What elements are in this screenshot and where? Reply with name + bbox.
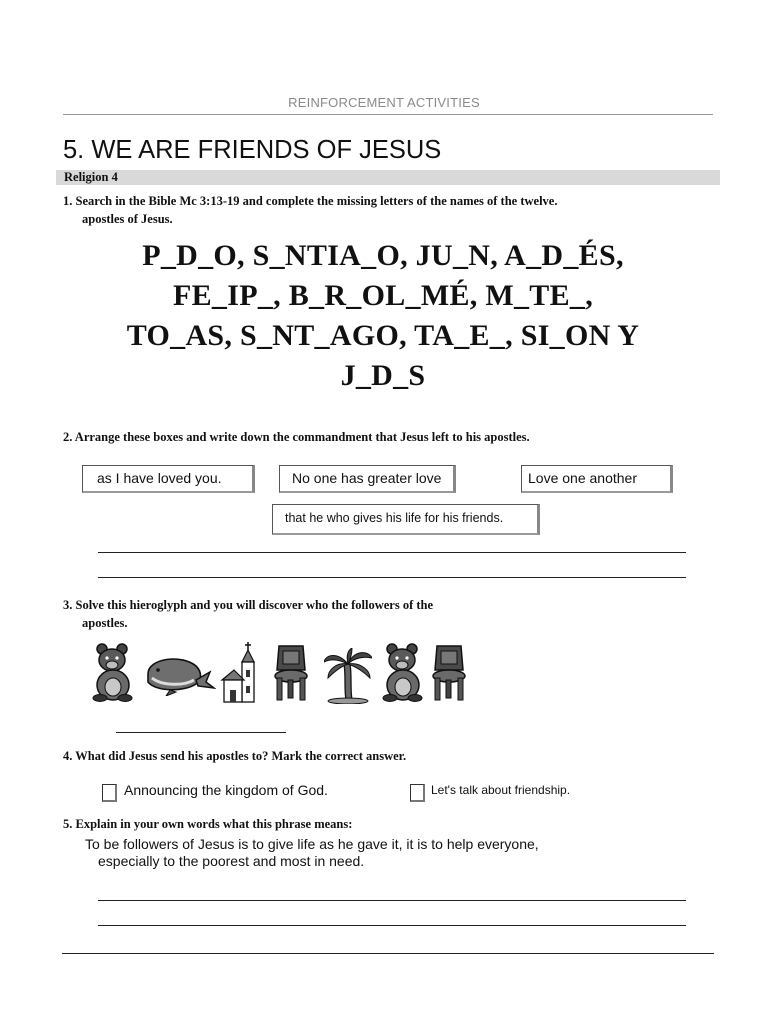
puzzle-line: TO_AS, S_NT_AGO, TA_E_, SI_ON Y bbox=[126, 319, 640, 352]
word-box: as I have loved you. bbox=[82, 465, 255, 493]
question-1 bbox=[63, 192, 703, 228]
answer-line[interactable] bbox=[98, 552, 686, 553]
subject-label: Religion 4 bbox=[64, 170, 118, 184]
puzzle-line: J_D_S bbox=[340, 359, 426, 392]
bear-icon bbox=[92, 640, 134, 702]
puzzle-line: FE_IP_, B_R_OL_MÉ, M_TE_, bbox=[172, 279, 593, 312]
answer-option-label: Let's talk about friendship. bbox=[431, 783, 571, 797]
church-icon bbox=[220, 642, 262, 704]
phrase-line: especially to the poorest and most in need. bbox=[98, 852, 365, 869]
answer-option-label: Announcing the kingdom of God. bbox=[124, 782, 328, 798]
whale-icon bbox=[144, 650, 216, 696]
hieroglyph-answer-line[interactable] bbox=[116, 732, 286, 733]
question-1-text-cont: apostles of Jesus. bbox=[82, 212, 173, 226]
answer-checkbox[interactable] bbox=[102, 784, 117, 802]
chair-icon bbox=[274, 644, 308, 702]
question-4-text: 4. What did Jesus send his apostles to? Mark the correct answer. bbox=[63, 749, 407, 763]
answer-checkbox[interactable] bbox=[410, 784, 425, 802]
answer-line[interactable] bbox=[98, 900, 686, 901]
question-3-text: 3. Solve this hieroglyph and you will discover who the followers of the bbox=[63, 598, 434, 612]
puzzle-line: P_D_O, S_NTIA_O, JU_N, A_D_ÉS, bbox=[142, 239, 624, 272]
hieroglyph-pictures bbox=[92, 640, 478, 710]
footer-divider bbox=[62, 953, 714, 954]
question-3-text-cont: apostles. bbox=[82, 616, 128, 630]
question-2-text: 2. Arrange these boxes and write down the commandment that Jesus left to his apostles. bbox=[63, 430, 530, 444]
question-3 bbox=[63, 596, 703, 632]
answer-line[interactable] bbox=[98, 577, 686, 578]
bear-icon bbox=[382, 640, 424, 702]
header-divider bbox=[63, 114, 713, 115]
question-5-text: 5. Explain in your own words what this phrase means: bbox=[63, 817, 353, 831]
word-box: No one has greater love bbox=[279, 465, 456, 493]
phrase-line: To be followers of Jesus is to give life as he gave it, it is to help everyone, bbox=[85, 836, 539, 852]
question-5-phrase bbox=[85, 836, 685, 869]
word-box: Love one another bbox=[521, 465, 673, 493]
word-box: that he who gives his life for his friends. bbox=[272, 504, 540, 535]
chair-icon bbox=[432, 644, 466, 702]
palm-tree-icon bbox=[324, 648, 372, 704]
answer-line[interactable] bbox=[98, 925, 686, 926]
unit-title: 5. WE ARE FRIENDS OF JESUS bbox=[63, 136, 442, 164]
page-header-label: REINFORCEMENT ACTIVITIES bbox=[288, 95, 480, 110]
subject-bar bbox=[56, 170, 720, 185]
missing-letters-puzzle bbox=[63, 236, 703, 396]
question-1-text: 1. Search in the Bible Mc 3:13-19 and complete the missing letters of the names of the twelve. bbox=[63, 194, 558, 208]
